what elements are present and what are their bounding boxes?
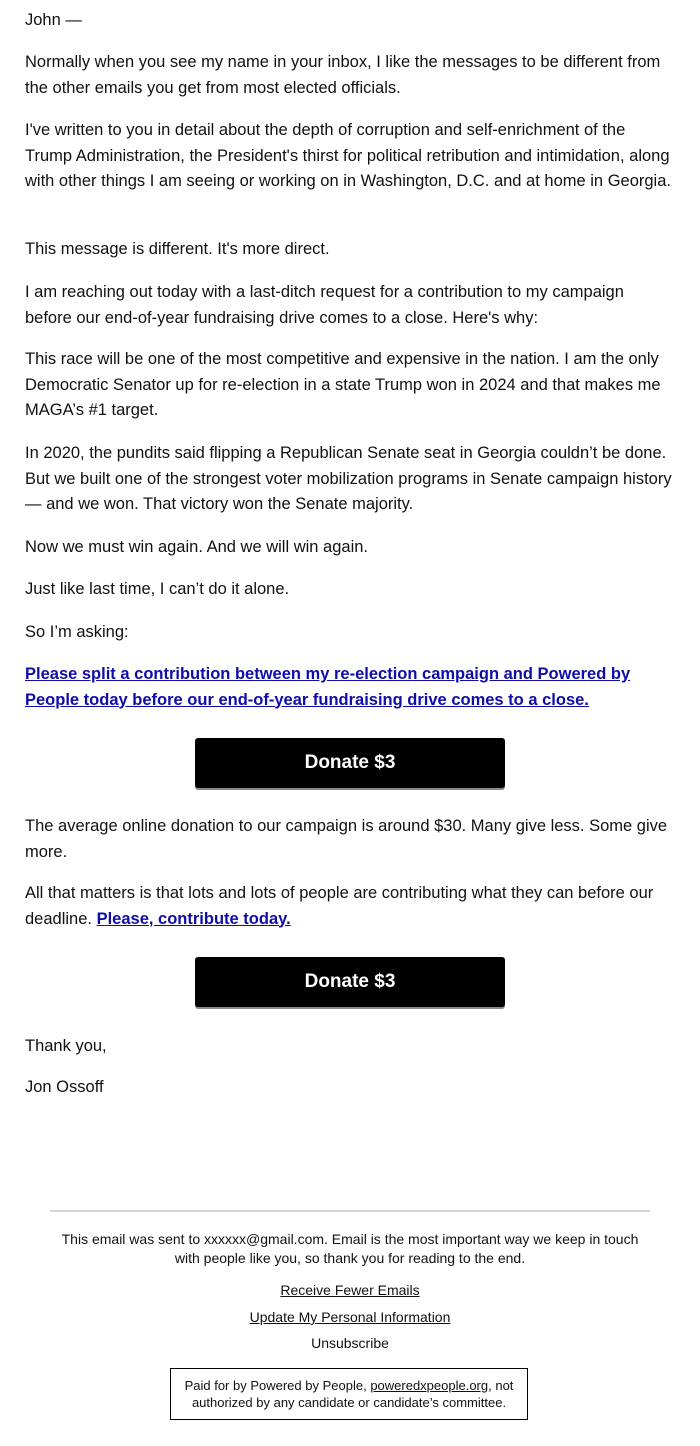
paid-for-prefix: Paid for by Powered by People, [184,1378,367,1393]
paid-for-site-link[interactable]: poweredxpeople.org [370,1378,489,1393]
sign-off: Thank you, [25,1037,107,1055]
unsubscribe-row [50,1334,650,1352]
update-personal-info-link[interactable]: Update My Personal Information [249,1309,451,1325]
paragraph-different: This message is different. It's more direct. [25,240,330,258]
paragraph-corruption: I've written to you in detail about the depth of corruption and self-enrichment of the Trump Administration, the President's thirst for political retribution and intimidation, along with other things I am seeing or working on in Washington, D.C. and at home in Georgia. [25,121,671,190]
paragraph-alone: Just like last time, I can’t do it alone. [25,580,290,598]
paragraph-matters [25,881,675,932]
split-contribution-link[interactable]: Please split a contribution between my re-election campaign and Powered by People today before our end-of-year fundraising drive comes to a close. [25,665,631,709]
sent-notice: This email was sent to xxxxxx@gmail.com. Email is the most important way we keep in touch with people like you, so thank you for reading to the end. [61,1231,639,1266]
signature: Jon Ossoff [25,1078,104,1096]
split-contribution-paragraph [25,662,675,713]
greeting: John — [25,11,82,29]
paid-for-suffix: , not authorized by any candidate or candidate’s committee. [191,1378,514,1410]
disclaimer-text [179,1377,519,1411]
matters-text: All that matters is that lots and lots of people are contributing what they can before our deadline. [25,884,654,928]
paragraph-request: I am reaching out today with a last-ditch request for a contribution to my campaign before our end-of-year fundraising drive comes to a close. Here's why: [25,283,624,327]
paragraph-intro: Normally when you see my name in your inbox, I like the messages to be different from the other emails you get from most elected officials. [25,53,661,97]
paid-for-disclaimer [170,1368,528,1420]
receive-fewer-emails-link[interactable]: Receive Fewer Emails [280,1282,420,1298]
receive-fewer-emails-row [50,1281,650,1299]
contribute-today-link[interactable]: Please, contribute today. [96,909,291,928]
paragraph-asking: So I’m asking: [25,623,129,641]
paragraph-average: The average online donation to our campaign is around $30. Many give less. Some give more. [25,817,668,861]
footer-divider [50,1210,650,1212]
paragraph-race: This race will be one of the most competitive and expensive in the nation. I am the only Democratic Senator up for re-election in a state Trump won in 2024 and that makes me MAGA’s #1 target. [25,350,661,419]
paragraph-win-again: Now we must win again. And we will win again. [25,538,368,556]
donate-button-2[interactable]: Donate $3 [195,957,505,1007]
update-info-row [50,1308,650,1326]
paragraph-2020: In 2020, the pundits said flipping a Republican Senate seat in Georgia couldn’t be done. But we built one of the strongest voter mobilization programs in Senate campaign history — and we won. That victory won the Senate majority. [25,444,672,513]
unsubscribe-link[interactable]: Unsubscribe [311,1335,389,1351]
donate-button-1[interactable]: Donate $3 [195,738,505,788]
